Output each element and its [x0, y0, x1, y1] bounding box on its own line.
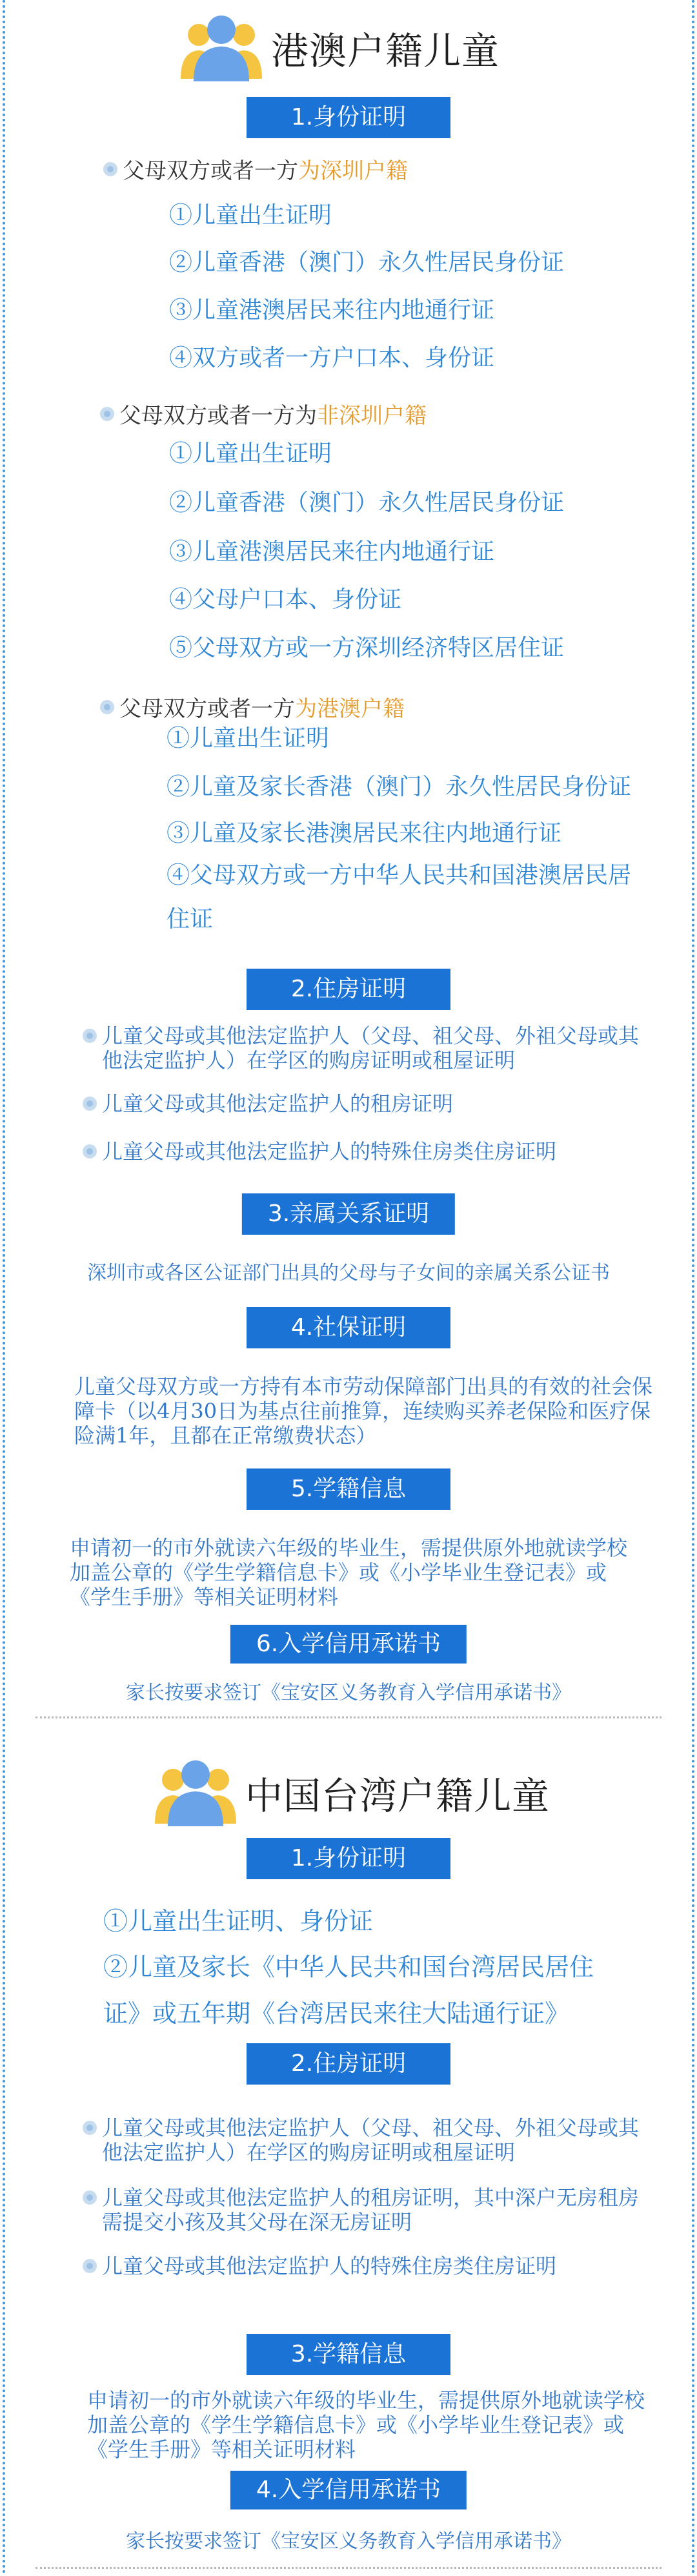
hk-g3-item: ②儿童及家长香港（澳门）永久性居民身份证	[167, 774, 632, 800]
tw-housing-item: 儿童父母或其他法定监护人的特殊住房类住房证明	[83, 2254, 651, 2278]
bullet-icon	[100, 407, 114, 421]
hk-g2-item: ①儿童出生证明	[169, 440, 332, 467]
hk-tag-housing: 2.住房证明	[247, 969, 450, 1010]
hk-tag-identity: 1.身份证明	[247, 97, 450, 138]
hk-tag-credit: 6.入学信用承诺书	[230, 1625, 467, 1664]
hk-group1-heading: 父母双方或者一方 为深圳户籍	[103, 153, 408, 185]
hk-tag-relation: 3.亲属关系证明	[242, 1193, 455, 1235]
bullet-icon	[83, 1144, 97, 1159]
hk-relation-text: 深圳市或各区公证部门出具的父母与子女间的亲属关系公证书	[87, 1262, 610, 1284]
tw-identity-item: ②儿童及家长《中华人民共和国台湾居民居住证》或五年期《台湾居民来往大陆通行证》	[103, 1953, 594, 2028]
hk-housing-item: 儿童父母或其他法定监护人的租房证明	[83, 1091, 651, 1116]
people-group-icon	[179, 9, 263, 87]
hk-g1-item: ②儿童香港（澳门）永久性居民身份证	[169, 249, 565, 276]
tw-tag-housing: 2.住房证明	[247, 2043, 450, 2085]
tw-title: 中国台湾户籍儿童	[245, 1774, 551, 1818]
hk-g2-item: ④父母户口本、身份证	[169, 586, 402, 613]
tw-tag-school-record: 3.学籍信息	[247, 2334, 450, 2375]
hk-housing-item: 儿童父母或其他法定监护人（父母、祖父母、外祖父母或其他法定监护人）在学区的购房证明或租屋证明	[83, 1024, 651, 1073]
bullet-icon	[103, 162, 117, 176]
hk-school-record-text: 申请初一的市外就读六年级的毕业生，需提供原外地就读学校加盖公章的《学生学籍信息卡》或《小学毕业生登记表》或《学生手册》等相关证明材料	[70, 1536, 628, 1609]
hk-tag-school-record: 5.学籍信息	[247, 1468, 450, 1510]
hk-g2-item: ③儿童港澳居民来往内地通行证	[169, 539, 495, 565]
hk-g1-item: ③儿童港澳居民来往内地通行证	[169, 297, 495, 324]
hk-g1-item: ①儿童出生证明	[169, 202, 332, 229]
bullet-icon	[83, 2190, 97, 2205]
hk-credit-text: 家长按要求签订《宝安区义务教育入学信用承诺书》	[126, 1682, 571, 1704]
tw-tag-identity: 1.身份证明	[247, 1838, 450, 1879]
tw-credit-text: 家长按要求签订《宝安区义务教育入学信用承诺书》	[126, 2530, 571, 2553]
bullet-icon	[100, 700, 114, 714]
hk-g3-item: ①儿童出生证明	[167, 725, 330, 752]
left-dotted-border	[3, 0, 5, 2576]
people-group-icon	[154, 1754, 237, 1831]
tw-tag-credit: 4.入学信用承诺书	[230, 2471, 467, 2509]
hk-section-header	[179, 9, 500, 87]
tw-housing-item: 儿童父母或其他法定监护人（父母、祖父母、外祖父母或其他法定监护人）在学区的购房证明或租屋证明	[83, 2116, 651, 2165]
hk-g2-item: ⑤父母双方或一方深圳经济特区居住证	[169, 635, 565, 661]
hk-group2-heading: 父母双方或者一方为 非深圳户籍	[100, 398, 427, 429]
hk-tag-social: 4.社保证明	[247, 1307, 450, 1348]
hk-social-text: 儿童父母双方或一方持有本市劳动保障部门出具的有效的社会保障卡（以4月30日为基点往前推算，连续购买养老保险和医疗保险满1年，且都在正常缴费状态）	[74, 1374, 653, 1448]
bullet-icon	[83, 2121, 97, 2135]
bullet-icon	[83, 1097, 97, 1111]
right-dotted-border	[692, 0, 694, 2576]
bottom-divider	[35, 2567, 662, 2569]
hk-g3-item: ③儿童及家长港澳居民来往内地通行证	[167, 820, 562, 847]
hk-housing-item: 儿童父母或其他法定监护人的特殊住房类住房证明	[83, 1139, 651, 1164]
hk-g2-item: ②儿童香港（澳门）永久性居民身份证	[169, 489, 565, 516]
bullet-icon	[83, 1029, 97, 1043]
hk-g3-item: ④父母双方或一方中华人民共和国港澳居民居住证	[167, 862, 632, 933]
hk-group3-heading: 父母双方或者一方 为港澳户籍	[100, 691, 405, 723]
section-divider	[35, 1716, 662, 1718]
hk-g1-item: ④双方或者一方户口本、身份证	[169, 345, 495, 371]
tw-section-header	[154, 1754, 550, 1831]
tw-housing-item: 儿童父母或其他法定监护人的租房证明，其中深户无房租房需提交小孩及其父母在深无房证明	[83, 2185, 651, 2234]
hk-title: 港澳户籍儿童	[271, 29, 500, 73]
bullet-icon	[83, 2259, 97, 2273]
tw-identity-item: ①儿童出生证明、身份证	[103, 1907, 374, 1935]
tw-school-record-text: 申请初一的市外就读六年级的毕业生，需提供原外地就读学校加盖公章的《学生学籍信息卡》或《小学毕业生登记表》或《学生手册》等相关证明材料	[87, 2388, 645, 2462]
